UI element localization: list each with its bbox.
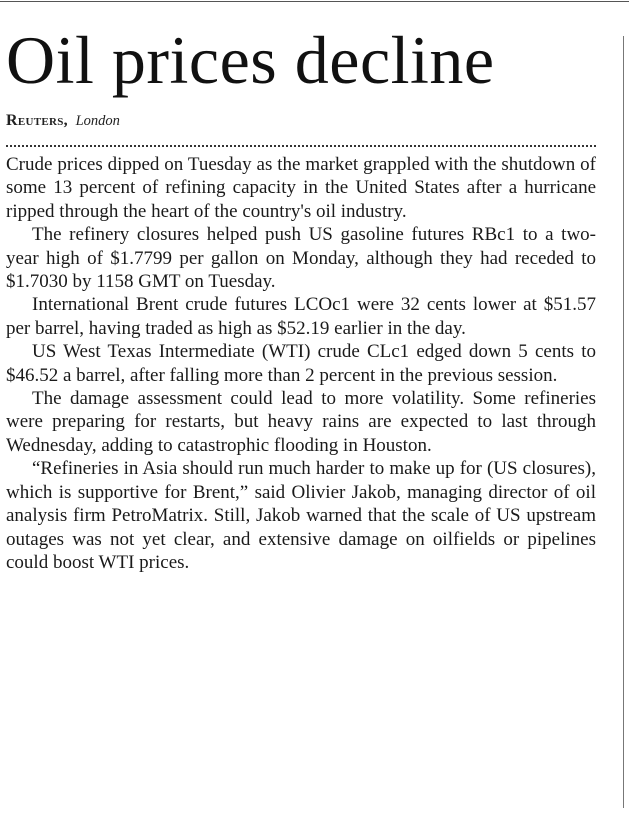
byline-location: London bbox=[75, 113, 120, 129]
paragraph: US West Texas Intermediate (WTI) crude CLc1 edged down 5 cents to $46.52 a barrel, after falling more than 2 percent in the previous session. bbox=[6, 341, 596, 386]
byline bbox=[6, 112, 596, 130]
top-rule bbox=[0, 1, 629, 2]
dotted-divider bbox=[6, 145, 596, 147]
byline-agency: Reuters, bbox=[6, 112, 68, 129]
paragraph: The refinery closures helped push US gasoline futures RBc1 to a two-year high of $1.7799 per gallon on Monday, although they had receded to $1.7030 by 1158 GMT on Tuesday. bbox=[6, 224, 596, 293]
paragraph: The damage assessment could lead to more volatility. Some refineries were preparing for restarts, but heavy rains are expected to last through Wednesday, adding to catastrophic flooding in Houston. bbox=[6, 388, 596, 456]
paragraph: “Refineries in Asia should run much harder to make up for (US closures), which is supportive for Brent,” said Olivier Jakob, managing director of oil analysis firm PetroMatrix. Still, Jakob warned that the scale of US upstream outages was not yet clear, and extensive damage on oilfields or pipelines could boost WTI prices. bbox=[6, 458, 596, 573]
article-body bbox=[6, 153, 596, 574]
paragraph: International Brent crude futures LCOc1 were 32 cents lower at $51.57 per barrel, having traded as high as $52.19 earlier in the day. bbox=[6, 294, 596, 339]
paragraph: Crude prices dipped on Tuesday as the market grappled with the shutdown of some 13 percent of refining capacity in the United States after a hurricane ripped through the heart of the country's oil industry. bbox=[6, 154, 596, 222]
headline: Oil prices decline bbox=[6, 22, 495, 98]
article bbox=[6, 18, 596, 574]
column-rule bbox=[623, 36, 624, 808]
